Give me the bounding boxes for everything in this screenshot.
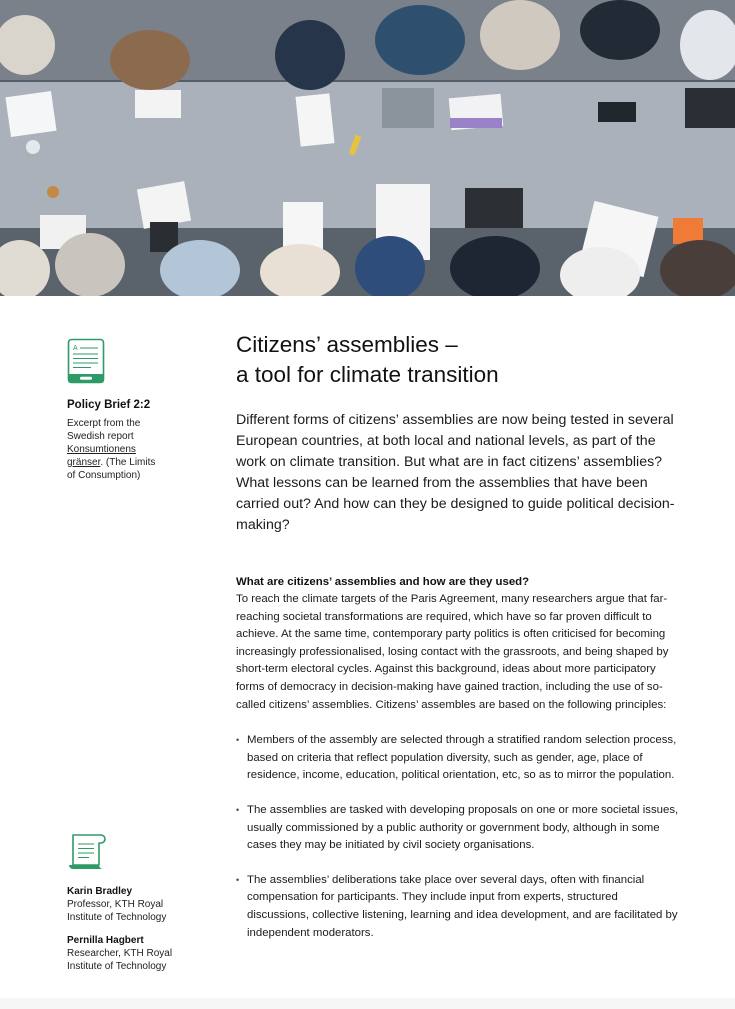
authors-block bbox=[67, 831, 207, 983]
author-role: Institute of Technology bbox=[67, 961, 167, 972]
author-entry bbox=[67, 885, 207, 924]
author-role: Researcher, KTH Royal bbox=[67, 948, 173, 959]
author-role: Institute of Technology bbox=[67, 912, 167, 923]
author-name: Pernilla Hagbert bbox=[67, 935, 144, 946]
excerpt-line: of Consumption) bbox=[67, 470, 141, 481]
title-line: Citizens’ assemblies – bbox=[236, 332, 458, 357]
report-title-link[interactable]: gränser bbox=[67, 457, 101, 468]
body-paragraph: To reach the climate targets of the Paris Agreement, many researchers argue that far-reaching societal transformations are required, which have so far proven difficult to achieve. At the same time, contemporary party politics is often criticised for becoming increasingly professionalised, losing contact with the grassroots, and being shaped by short-term electoral cycles. Against this background, ideas about more participatory forms of democracy in decision-making have gained traction, including the use of so-called citizens’ assemblies. Citizens’ assembles are based on the following principles: bbox=[236, 593, 669, 711]
title-line: a tool for climate transition bbox=[236, 362, 499, 387]
author-entry bbox=[67, 934, 207, 973]
principles-list bbox=[236, 732, 681, 942]
policy-brief-title: Policy Brief 2:2 bbox=[67, 399, 151, 411]
tablet-document-icon bbox=[67, 338, 105, 384]
policy-brief-block bbox=[67, 338, 207, 482]
svg-text:A: A bbox=[73, 345, 78, 352]
excerpt-note bbox=[67, 417, 207, 482]
main-content bbox=[236, 330, 681, 959]
excerpt-line: Swedish report bbox=[67, 431, 134, 442]
excerpt-line: . (The Limits bbox=[100, 457, 156, 468]
section-heading: What are citizens’ assemblies and how are they used? bbox=[236, 576, 530, 588]
hero-photo bbox=[0, 0, 735, 296]
author-name: Karin Bradley bbox=[67, 886, 133, 897]
list-item: • The assemblies’ deliberations take place over several days, often with financial compensation for participants. They include input from experts, structured discussions, collective listening, learning and idea development, and are facilitated by independent moderators. bbox=[236, 872, 681, 942]
intro-paragraph: Different forms of citizens’ assemblies are now being tested in several European countries, at both local and national levels, as part of the work on climate transition. But what are in fact citizens’ assemblies? What lessons can be learned from the assemblies that have been carried out? And how can they be designed to guide political decision-making? bbox=[236, 412, 675, 533]
footer-band bbox=[0, 998, 735, 1009]
list-item: • Members of the assembly are selected through a stratified random selection process, based on criteria that reflect population diversity, such as gender, age, place of residence, income, education, political orientation, etc, so as to mirror the population. bbox=[236, 732, 681, 785]
report-title-link[interactable]: Konsumtionens bbox=[67, 444, 136, 455]
scroll-icon bbox=[67, 831, 107, 873]
page-title bbox=[236, 330, 681, 390]
excerpt-line: Excerpt from the bbox=[67, 418, 141, 429]
list-item: • The assemblies are tasked with developing proposals on one or more societal issues, usually commissioned by a public authority or government body, although in some cases they may be initiated by civil society organisations. bbox=[236, 802, 681, 855]
author-role: Professor, KTH Royal bbox=[67, 899, 164, 910]
